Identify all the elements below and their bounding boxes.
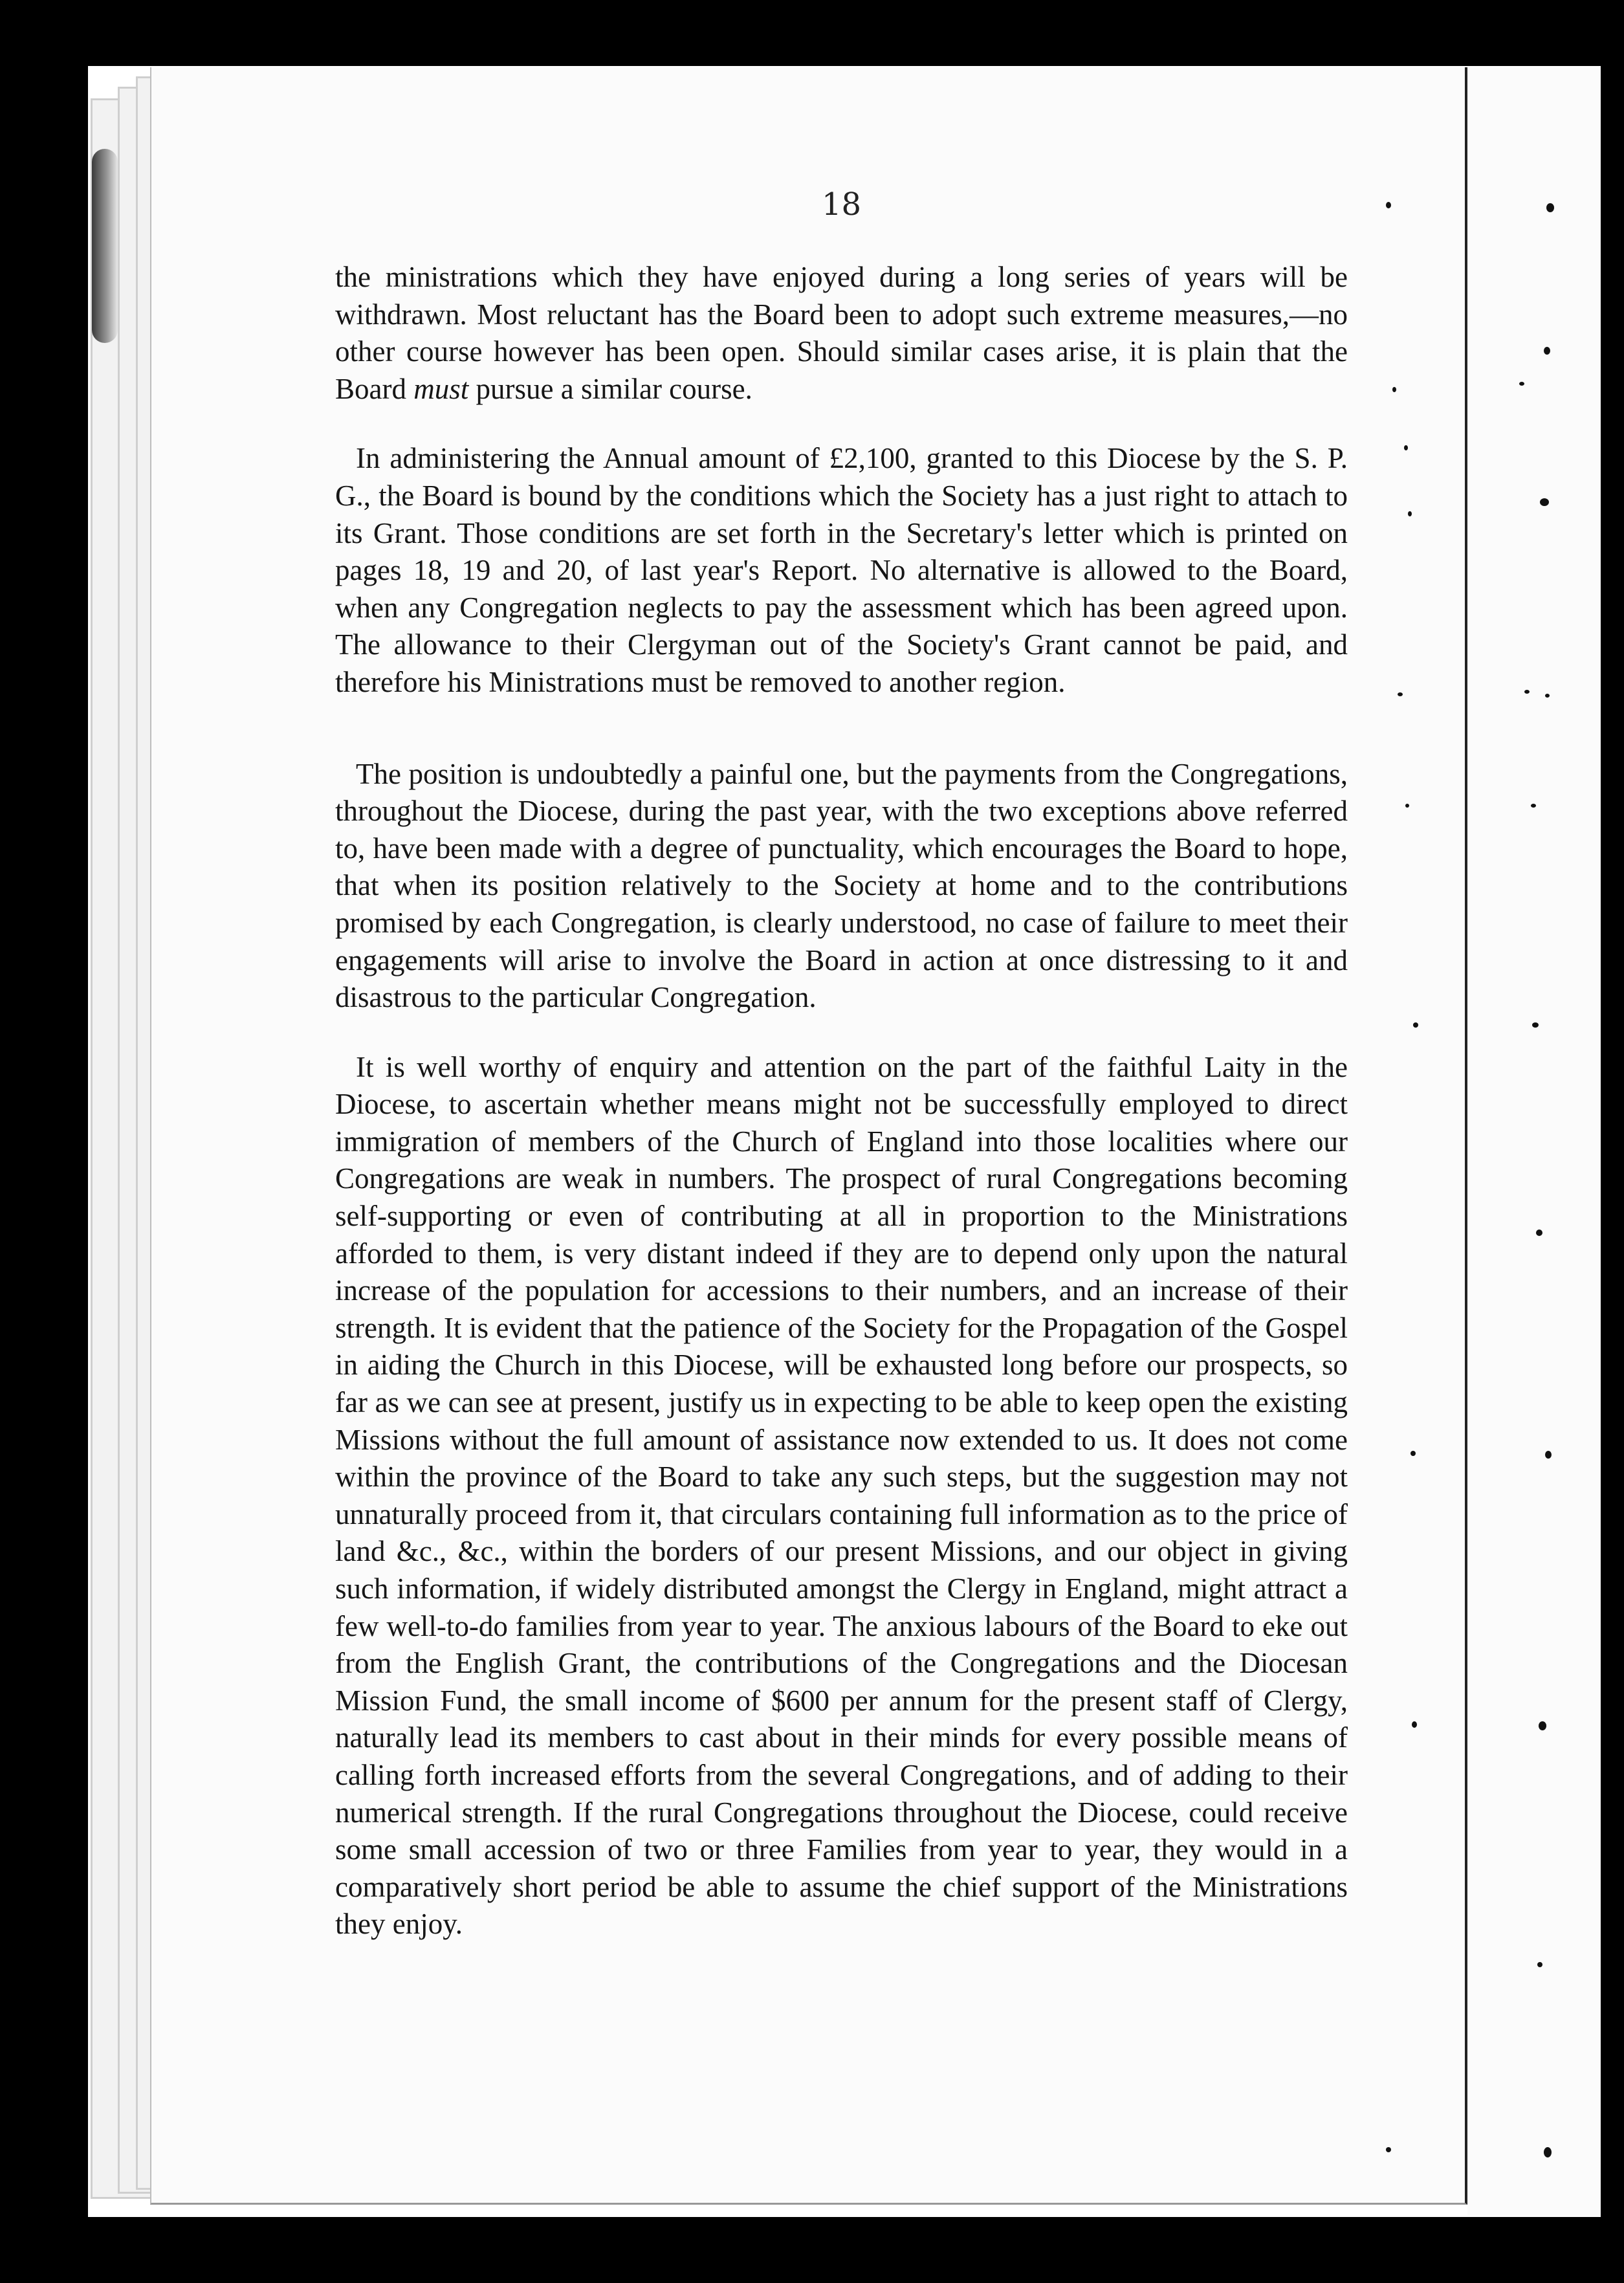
ink-speck <box>1392 387 1396 392</box>
body-text <box>335 259 1348 1943</box>
paragraph-immigration <box>335 1049 1348 1943</box>
ink-speck <box>1532 1022 1539 1028</box>
emphasized-word: must <box>413 372 469 405</box>
text-run: the ministrations which they have enjoyed during a long series of years will be withdrawn. Most reluctant has the Board been to adopt such extreme measures,—no other course however has been open. Should similar cases arise, it is plain that the Board <box>335 261 1348 405</box>
ink-speck <box>1536 1230 1542 1236</box>
ink-speck <box>1519 382 1524 386</box>
ink-speck <box>1405 804 1409 808</box>
text-run: The position is undoubtedly a painful one, but the payments from the Congregations, throughout the Diocese, during the past year, with the two exceptions above referred to, have been made with a degree of punctuality, which encourages the Board to hope, that when its position relatively to the Society at home and to the contributions promised by each Congregation, is clearly understood, no case of failure to meet their engagements will arise to involve the Board in action at once distressing to it and disastrous to the particular Congregation. <box>335 757 1348 1014</box>
ink-speck <box>1398 692 1403 696</box>
ink-speck <box>1404 445 1408 450</box>
ink-speck <box>1545 694 1550 698</box>
ink-speck <box>1524 690 1530 694</box>
scan-border-left <box>0 0 88 2283</box>
binding-shadow <box>92 149 118 343</box>
ink-speck <box>1537 1962 1542 1967</box>
ink-speck <box>1410 1451 1416 1456</box>
ink-speck <box>1408 511 1412 516</box>
page-number: 18 <box>822 186 862 223</box>
ink-speck <box>1544 347 1550 355</box>
ink-speck <box>1386 202 1391 208</box>
ink-speck <box>1540 498 1549 506</box>
ink-speck <box>1546 203 1554 212</box>
ink-speck <box>1544 2147 1552 2157</box>
ink-speck <box>1545 1451 1552 1459</box>
text-run: In administering the Annual amount of £2,100, granted to this Diocese by the S. P. G., the Board is bound by the conditions which the Society has a just right to attach to its Grant. Those conditions are set forth in the Secretary's letter which is printed on pages 18, 19 and 20, of last year's Report. No alternative is allowed to the Board, when any Congregation neglects to pay the assessment which has been agreed upon. The allowance to their Clergyman out of the Society's Grant cannot be paid, and therefore his Ministrations must be removed to another region. <box>335 442 1348 698</box>
ink-speck <box>1412 1721 1417 1728</box>
ink-speck <box>1386 2147 1391 2152</box>
paragraph-grant-conditions <box>335 440 1348 701</box>
paragraph-continuation <box>335 259 1348 408</box>
ink-speck <box>1413 1022 1418 1028</box>
adjacent-page-margin <box>1467 67 1601 2216</box>
ink-speck <box>1531 804 1536 808</box>
text-run: pursue a similar course. <box>468 372 752 405</box>
ink-speck <box>1539 1721 1546 1730</box>
scan-border-bottom <box>0 2217 1624 2283</box>
paragraph-position <box>335 756 1348 1017</box>
text-run: It is well worthy of enquiry and attention on the part of the faithful Laity in the Diocese, to ascertain whether means might not be successfully employed to direct immigration of members of the Church of England into those localities where our Congregations are weak in numbers. The prospect of rural Congregations becoming self-supporting or even of contributing at all in proportion to the Ministrations afforded to them, is very distant indeed if they are to depend only upon the natural increase of the population for accessions to their numbers, and an increase of their strength. It is evident that the patience of the Society for the Propagation of the Gospel in aiding the Church in this Diocese, will be exhausted long before our prospects, so far as we can see at present, justify us in expecting to be able to keep open the existing Missions without the full amount of assistance now extended to us. It does not come within the province of the Board to take any such steps, but the suggestion may not unnaturally proceed from it, that circulars containing full information as to the price of land &c., &c., within the borders of our present Missions, and our object in giving such information, if widely distributed amongst the Clergy in England, might attract a few well-to-do families from year to year. The anxious labours of the Board to eke out from the English Grant, the contributions of the Congregations and the Diocesan Mission Fund, the small income of $600 per annum for the present staff of Clergy, naturally lead its members to cast about in their minds for every possible means of calling forth increased efforts from the several Congregations, and of adding to their numerical strength. If the rural Congregations throughout the Diocese, could receive some small accession of two or three Families from year to year, they would in a comparatively short period be able to assume the chief support of the Ministrations they enjoy. <box>335 1050 1348 1941</box>
scan-border-top <box>0 0 1624 66</box>
scan-border-right <box>1601 0 1624 2283</box>
